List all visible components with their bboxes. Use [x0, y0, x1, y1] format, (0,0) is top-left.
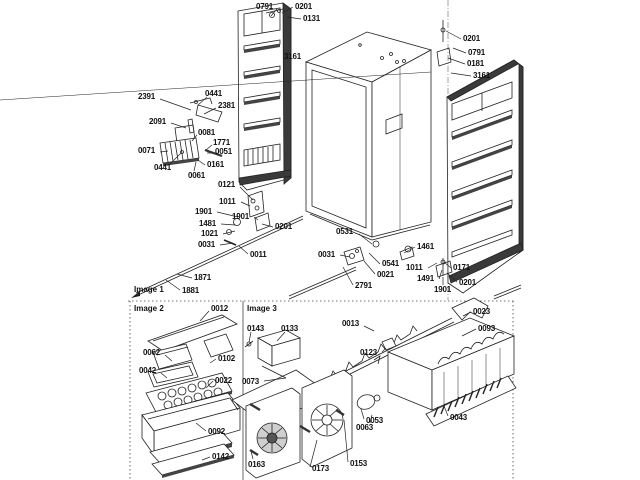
- part-callout-1461: 1461: [417, 242, 434, 251]
- part-callout-0123: 0123: [360, 348, 377, 357]
- part-callout-1871: 1871: [194, 273, 211, 282]
- part-callout-0092: 0092: [208, 427, 225, 436]
- part-callout-0201: 0201: [295, 2, 312, 11]
- part-callout-0143: 0143: [247, 324, 264, 333]
- part-callout-0163: 0163: [248, 460, 265, 469]
- section-label-image1: Image 1: [134, 285, 164, 294]
- part-callout-0201: 0201: [463, 34, 480, 43]
- part-callout-0012: 0012: [211, 304, 228, 313]
- part-callout-0081: 0081: [198, 128, 215, 137]
- part-callout-0791: 0791: [256, 2, 273, 11]
- part-callout-0023: 0023: [473, 307, 490, 316]
- part-callout-0051: 0051: [215, 147, 232, 156]
- part-callout-3161: 3161: [473, 71, 490, 80]
- part-callout-3161: 3161: [284, 52, 301, 61]
- part-callout-0201: 0201: [459, 278, 476, 287]
- part-callout-0142: 0142: [212, 452, 229, 461]
- part-callout-0133: 0133: [281, 324, 298, 333]
- part-callout-1011: 1011: [406, 263, 423, 272]
- ice-maker-art: [232, 298, 516, 478]
- section-label-image3: Image 3: [247, 304, 277, 313]
- part-callout-0181: 0181: [467, 59, 484, 68]
- part-callout-0071: 0071: [138, 146, 155, 155]
- part-callout-0131: 0131: [303, 14, 320, 23]
- part-callout-0441: 0441: [205, 89, 222, 98]
- part-callout-0791: 0791: [468, 48, 485, 57]
- part-callout-0043: 0043: [450, 413, 467, 422]
- part-callout-0031: 0031: [198, 240, 215, 249]
- part-callout-0171: 0171: [453, 263, 470, 272]
- part-callout-0201: 0201: [275, 222, 292, 231]
- part-callout-0021: 0021: [377, 270, 394, 279]
- part-callout-0063: 0063: [356, 423, 373, 432]
- part-callout-0541: 0541: [382, 259, 399, 268]
- part-callout-2091: 2091: [149, 117, 166, 126]
- part-callout-1011: 1011: [219, 197, 236, 206]
- freezer-door-art: [238, 3, 291, 190]
- part-callout-0022: 0022: [215, 376, 232, 385]
- part-callout-0073: 0073: [242, 377, 259, 386]
- part-callout-0062: 0062: [143, 348, 160, 357]
- part-callout-1771: 1771: [213, 138, 230, 147]
- part-callout-0153: 0153: [350, 459, 367, 468]
- part-callout-0531: 0531: [336, 227, 353, 236]
- part-callout-1021: 1021: [201, 229, 218, 238]
- part-callout-0061: 0061: [188, 171, 205, 180]
- section-label-image2: Image 2: [134, 304, 164, 313]
- part-callout-0161: 0161: [207, 160, 224, 169]
- part-callout-0042: 0042: [139, 366, 156, 375]
- part-callout-2381: 2381: [218, 101, 235, 110]
- part-callout-0053: 0053: [366, 416, 383, 425]
- part-callout-0031: 0031: [318, 250, 335, 259]
- part-callout-2791: 2791: [355, 281, 372, 290]
- part-callout-1481: 1481: [199, 219, 216, 228]
- part-callout-1491: 1491: [417, 274, 434, 283]
- part-callout-0173: 0173: [312, 464, 329, 473]
- part-callout-0013: 0013: [342, 319, 359, 328]
- part-callout-1881: 1881: [182, 286, 199, 295]
- part-callout-0093: 0093: [478, 324, 495, 333]
- part-callout-0441: 0441: [154, 163, 171, 172]
- part-callout-2391: 2391: [138, 92, 155, 101]
- part-callout-1901: 1901: [195, 207, 212, 216]
- part-callout-0011: 0011: [250, 250, 267, 259]
- part-callout-1901: 1901: [434, 285, 451, 294]
- part-callout-0102: 0102: [218, 354, 235, 363]
- part-callout-0121: 0121: [218, 180, 235, 189]
- part-callout-1901: 1901: [232, 212, 249, 221]
